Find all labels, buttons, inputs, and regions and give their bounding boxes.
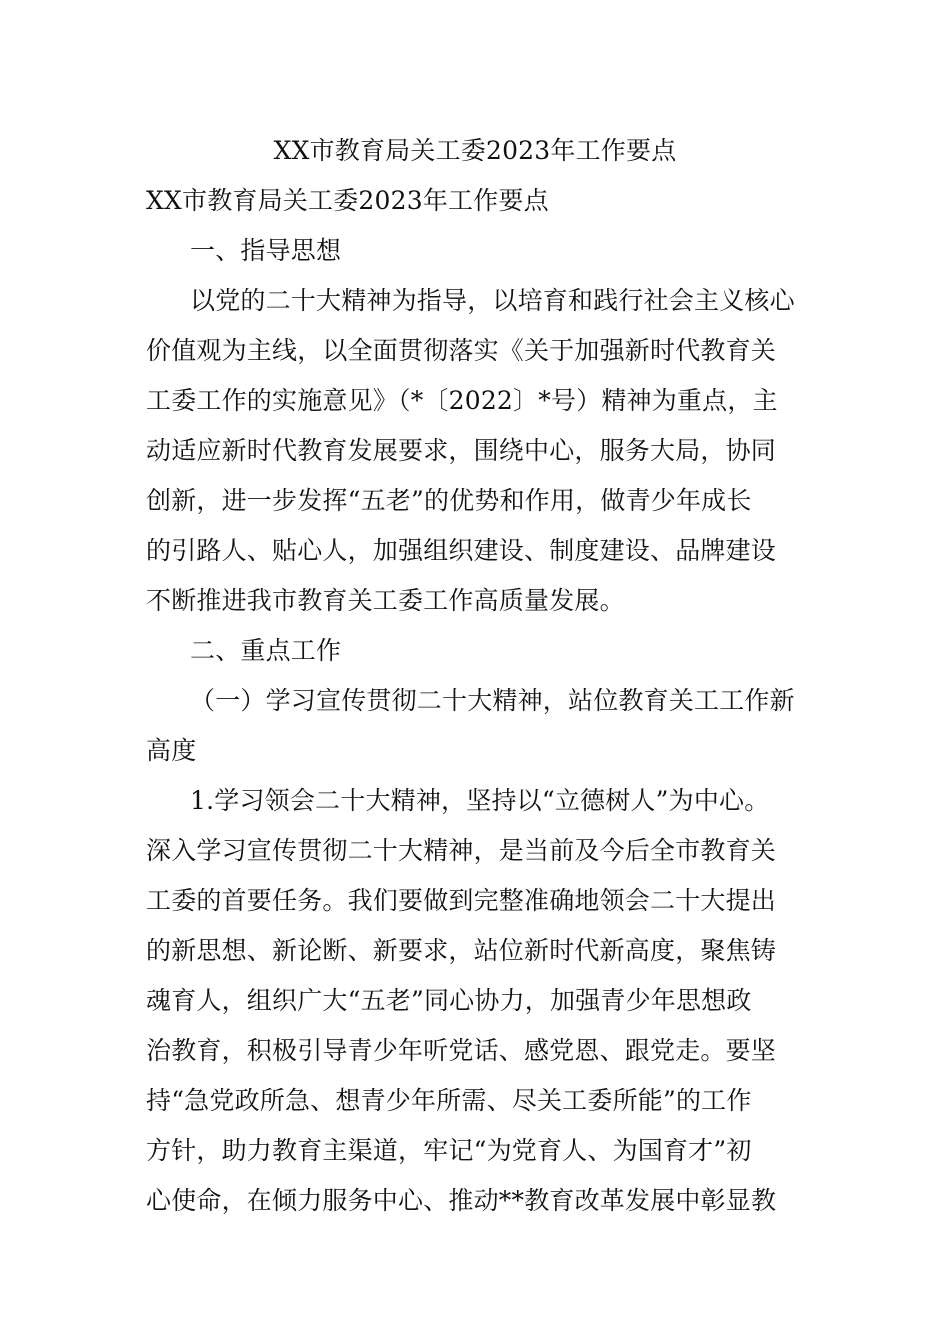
paragraph-line: 不断推进我市教育关工委工作高质量发展。 [146, 586, 625, 615]
item-line: 深入学习宣传贯彻二十大精神，是当前及今后全市教育关 [146, 836, 777, 865]
paragraph-line: 创新，进一步发挥“五老”的优势和作用，做青少年成长 [146, 486, 752, 515]
item-line: 1.学习领会二十大精神，坚持以“立德树人”为中心。 [190, 786, 770, 815]
document-subtitle: XX市教育局关工委2023年工作要点 [146, 186, 549, 215]
document-title: XX市教育局关工委2023年工作要点 [273, 136, 677, 165]
section1-heading: 一、指导思想 [190, 236, 342, 265]
subsection-heading-line: （一）学习宣传贯彻二十大精神，站位教育关工工作新 [190, 686, 795, 715]
item-line: 方针，助力教育主渠道，牢记“为党育人、为国育才”初 [146, 1136, 752, 1165]
subsection-heading-line: 高度 [146, 736, 197, 765]
item-line: 治教育，积极引导青少年听党话、感党恩、跟党走。要坚 [146, 1036, 777, 1065]
paragraph-line: 价值观为主线，以全面贯彻落实《关于加强新时代教育关 [146, 336, 777, 365]
paragraph-line: 工委工作的实施意见》（*〔2022〕*号）精神为重点，主 [146, 386, 778, 415]
paragraph-line: 以党的二十大精神为指导，以培育和践行社会主义核心 [190, 286, 795, 315]
item-line: 持“急党政所急、想青少年所需、尽关工委所能”的工作 [146, 1086, 752, 1115]
paragraph-line: 动适应新时代教育发展要求，围绕中心，服务大局，协同 [146, 436, 777, 465]
item-line: 心使命，在倾力服务中心、推动**教育改革发展中彰显教 [146, 1186, 777, 1215]
item-line: 的新思想、新论断、新要求，站位新时代新高度，聚焦铸 [146, 936, 777, 965]
paragraph-line: 的引路人、贴心人，加强组织建设、制度建设、品牌建设 [146, 536, 777, 565]
section2-heading: 二、重点工作 [190, 636, 342, 665]
item-line: 魂育人，组织广大“五老”同心协力，加强青少年思想政 [146, 986, 752, 1015]
item-line: 工委的首要任务。我们要做到完整准确地领会二十大提出 [146, 886, 777, 915]
